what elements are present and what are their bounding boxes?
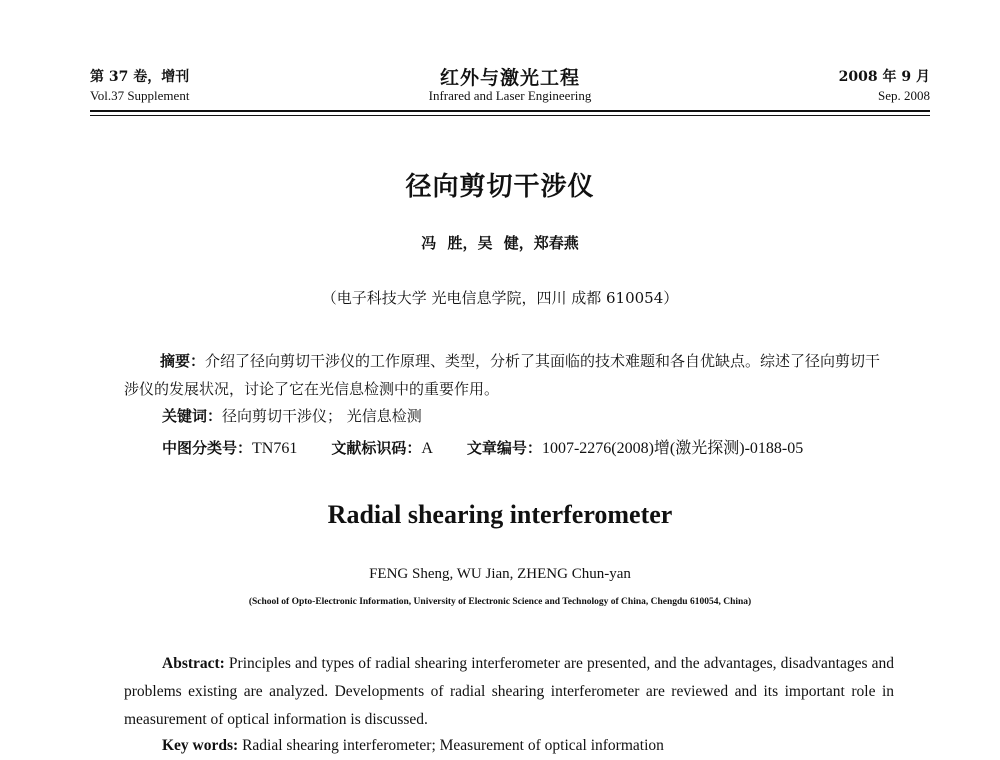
date-en: Sep. 2008 (878, 88, 930, 103)
keywords-en (162, 737, 664, 755)
keywords-text-cn: 径向剪切干涉仪； 光信息检测 (222, 407, 422, 425)
affiliation-cn: （电子科技大学 光电信息学院，四川 成都 610054） (321, 289, 679, 307)
header-rule-thick (90, 110, 930, 112)
keywords-label-en: Key words: (162, 737, 239, 754)
title-en: Radial shearing interferometer (327, 500, 673, 529)
abstract-text-en: Principles and types of radial shearing interferometer are presented, and the advantages, disadvantages and problems existing are analyzed. Developments of radial shearing interferometer are reviewed and its important role in measurement of optical information is discussed. (124, 655, 894, 728)
clc-label: 中图分类号： (162, 439, 253, 457)
doc-code-label: 文献标识码： (331, 439, 422, 457)
volume-en: Vol.37 Supplement (90, 88, 190, 103)
abstract-label-cn: 摘要： (160, 352, 206, 370)
journal-header (90, 66, 930, 112)
doc-code-value: A (421, 440, 433, 457)
authors-en: FENG Sheng, WU Jian, ZHENG Chun-yan (369, 566, 631, 582)
title-cn: 径向剪切干涉仪 (405, 172, 595, 202)
classification-line (162, 435, 902, 458)
clc-value: TN761 (252, 440, 298, 457)
article-no-label: 文章编号： (466, 439, 542, 457)
abstract-cn (124, 347, 894, 403)
abstract-text-cn: 介绍了径向剪切干涉仪的工作原理、类型，分析了其面临的技术难题和各自优缺点。综述了径向剪切干涉仪的发展状况，讨论了它在光信息检测中的重要作用。 (124, 352, 881, 398)
keywords-label-cn: 关键词： (162, 407, 223, 425)
journal-name-en: Infrared and Laser Engineering (428, 88, 592, 103)
authors-cn: 冯 胜，吴 健，郑春燕 (421, 234, 579, 252)
keywords-cn (162, 405, 422, 426)
journal-name-cn: 红外与激光工程 (439, 67, 580, 89)
date-cn: 2008 年 9 月 (838, 69, 930, 85)
article-no-value: 1007-2276(2008)增(激光探测)-0188-05 (541, 440, 804, 457)
affiliation-en: (School of Opto-Electronic Information, University of Electronic Science and Technology of China, Chengdu 610054, China) (248, 597, 752, 607)
header-rule-thin (90, 115, 930, 116)
abstract-label-en: Abstract: (162, 655, 225, 672)
keywords-text-en: Radial shearing interferometer; Measurement of optical information (238, 737, 664, 754)
volume-cn: 第 37 卷，增刊 (90, 69, 190, 85)
abstract-en (124, 650, 894, 734)
